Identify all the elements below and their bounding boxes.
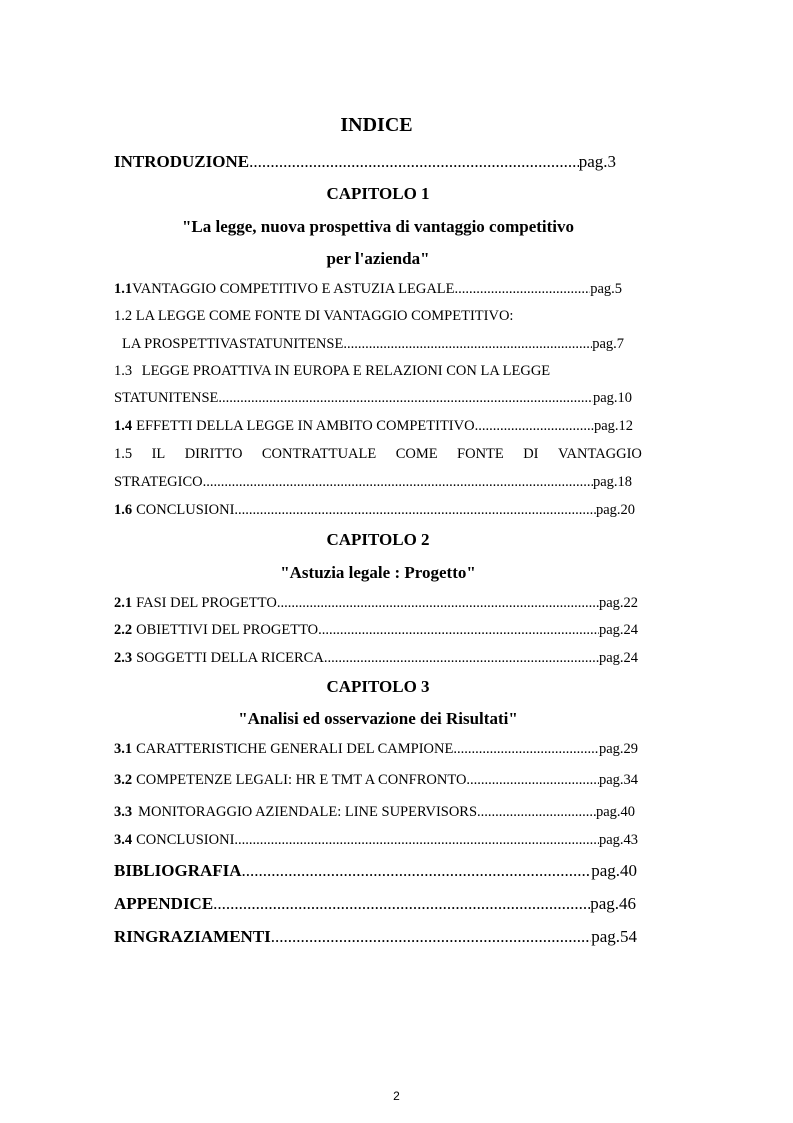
- toc-entry-label: LA LEGGE COME FONTE DI VANTAGGIO COMPETITIVO:: [135, 308, 514, 324]
- chapter-2-subtitle: "Astuzia legale : Progetto": [280, 563, 476, 582]
- toc-entry-page: pag.46: [590, 894, 636, 913]
- toc-entry-number: 2.1: [114, 595, 133, 611]
- toc-entry-label: STRATEGICO: [114, 474, 203, 490]
- toc-entry-number: 1.5: [114, 446, 133, 462]
- toc-entry-word: FONTE: [457, 446, 504, 462]
- toc-entry-number: 1.3: [114, 363, 133, 379]
- toc-entry-number: 3.4: [114, 832, 133, 848]
- dot-leader: [324, 650, 599, 667]
- toc-entry-word: DIRITTO: [184, 446, 243, 462]
- dot-leader: [477, 804, 596, 821]
- toc-entry-1-6[interactable]: [114, 502, 635, 519]
- toc-entry-3-1[interactable]: [114, 741, 638, 758]
- chapter-3-heading: CAPITOLO 3: [326, 677, 430, 696]
- toc-entry-page: pag.5: [590, 281, 622, 297]
- toc-entry-label: MONITORAGGIO AZIENDALE: LINE SUPERVISORS: [138, 804, 478, 820]
- toc-entry-introduzione[interactable]: [114, 152, 616, 172]
- toc-entry-label: STATUNITENSE: [114, 390, 219, 406]
- dot-leader: [234, 502, 596, 519]
- toc-entry-number: 2.3: [114, 650, 133, 666]
- toc-entry-appendice[interactable]: [114, 894, 636, 914]
- toc-entry-number: 3.3: [114, 804, 133, 820]
- toc-entry-ringraziamenti[interactable]: [114, 927, 637, 947]
- dot-leader: [249, 152, 579, 172]
- toc-entry-1-4[interactable]: [114, 418, 633, 435]
- toc-entry-page: pag.7: [592, 336, 624, 352]
- dot-leader: [218, 390, 593, 407]
- toc-entry-page: pag.29: [598, 741, 638, 757]
- toc-entry-word: VANTAGGIO: [557, 446, 642, 462]
- toc-entry-page: pag.12: [593, 418, 633, 434]
- toc-entry-number: 3.2: [114, 772, 133, 788]
- toc-entry-1-1[interactable]: [114, 281, 622, 298]
- toc-entry-number: 1.2: [114, 308, 133, 324]
- dot-leader: [203, 474, 593, 491]
- index-title: INDICE: [340, 114, 413, 136]
- chapter-1-heading: CAPITOLO 1: [326, 184, 430, 203]
- dot-leader: [475, 418, 594, 435]
- toc-entry-word: IL: [151, 446, 166, 462]
- toc-entry-label: COMPETENZE LEGALI: HR E TMT A CONFRONTO: [136, 772, 467, 788]
- toc-entry-page: pag.10: [592, 390, 632, 406]
- toc-entry-label: LEGGE PROATTIVA IN EUROPA E RELAZIONI CON LA LEGGE: [141, 363, 551, 379]
- dot-leader: [466, 772, 599, 789]
- toc-entry-label: OBIETTIVI DEL PROGETTO: [136, 622, 319, 638]
- toc-entry-label: FASI DEL PROGETTO: [136, 595, 277, 611]
- toc-entry-label: EFFETTI DELLA LEGGE IN AMBITO COMPETITIVO: [136, 418, 475, 434]
- toc-entry-page: pag.24: [598, 650, 638, 666]
- chapter-3-subtitle: "Analisi ed osservazione dei Risultati": [238, 709, 518, 728]
- toc-entry-word: COME: [395, 446, 438, 462]
- dot-leader: [242, 861, 592, 881]
- toc-entry-2-2[interactable]: [114, 622, 638, 639]
- toc-entry-page: pag.43: [598, 832, 638, 848]
- toc-entry-label: CONCLUSIONI: [136, 502, 235, 518]
- toc-entry-1-5-cont[interactable]: [114, 474, 632, 491]
- toc-entry-label: CARATTERISTICHE GENERALI DEL CAMPIONE: [136, 741, 454, 757]
- toc-entry-page: pag.40: [595, 804, 635, 820]
- dot-leader: [277, 595, 599, 612]
- toc-entry-3-4[interactable]: [114, 832, 638, 849]
- toc-entry-3-3[interactable]: [114, 804, 635, 821]
- toc-entry-1-2[interactable]: [114, 308, 513, 325]
- toc-entry-page: pag.18: [592, 474, 632, 490]
- chapter-1-subtitle: "La legge, nuova prospettiva di vantaggio competitivo: [181, 217, 575, 236]
- page-number: 2: [393, 1089, 400, 1103]
- dot-leader: [453, 741, 599, 758]
- toc-entry-page: pag.22: [598, 595, 638, 611]
- toc-entry-bibliografia[interactable]: [114, 861, 637, 881]
- toc-entry-page: pag.20: [595, 502, 635, 518]
- toc-entry-page: pag.54: [591, 927, 637, 946]
- toc-entry-label: LA PROSPETTIVASTATUNITENSE: [122, 336, 344, 352]
- chapter-1-subtitle-cont: per l'azienda": [326, 249, 430, 268]
- toc-entry-number: 3.1: [114, 741, 133, 757]
- toc-entry-word: DI: [523, 446, 539, 462]
- toc-entry-number: 1.4: [114, 418, 133, 434]
- toc-entry-label: RINGRAZIAMENTI: [114, 927, 271, 946]
- dot-leader: [455, 281, 591, 298]
- toc-entry-page: pag.34: [598, 772, 638, 788]
- dot-leader: [271, 927, 591, 947]
- toc-entry-page: pag.3: [578, 152, 616, 171]
- toc-entry-label: APPENDICE: [114, 894, 214, 913]
- toc-entry-label: CONCLUSIONI: [136, 832, 235, 848]
- dot-leader: [213, 894, 590, 914]
- toc-entry-1-5[interactable]: [114, 446, 642, 463]
- toc-entry-label: SOGGETTI DELLA RICERCA: [136, 650, 324, 666]
- toc-entry-number: 2.2: [114, 622, 133, 638]
- toc-entry-label: INTRODUZIONE: [114, 152, 250, 171]
- toc-entry-page: pag.40: [591, 861, 637, 880]
- dot-leader: [318, 622, 599, 639]
- toc-entry-label: BIBLIOGRAFIA: [114, 861, 242, 880]
- toc-entry-1-3[interactable]: [114, 363, 550, 380]
- toc-entry-number: 1.1: [114, 281, 133, 297]
- toc-entry-1-2-cont[interactable]: [122, 336, 624, 353]
- toc-entry-number: 1.6: [114, 502, 133, 518]
- toc-entry-page: pag.24: [598, 622, 638, 638]
- chapter-2-heading: CAPITOLO 2: [326, 530, 430, 549]
- dot-leader: [343, 336, 592, 353]
- toc-entry-word: CONTRATTUALE: [261, 446, 377, 462]
- toc-entry-label: VANTAGGIO COMPETITIVO E ASTUZIA LEGALE: [132, 281, 455, 297]
- toc-entry-2-1[interactable]: [114, 595, 638, 612]
- toc-entry-1-3-cont[interactable]: [114, 390, 632, 407]
- dot-leader: [234, 832, 599, 849]
- toc-entry-2-3[interactable]: [114, 650, 638, 667]
- toc-entry-3-2[interactable]: [114, 772, 638, 789]
